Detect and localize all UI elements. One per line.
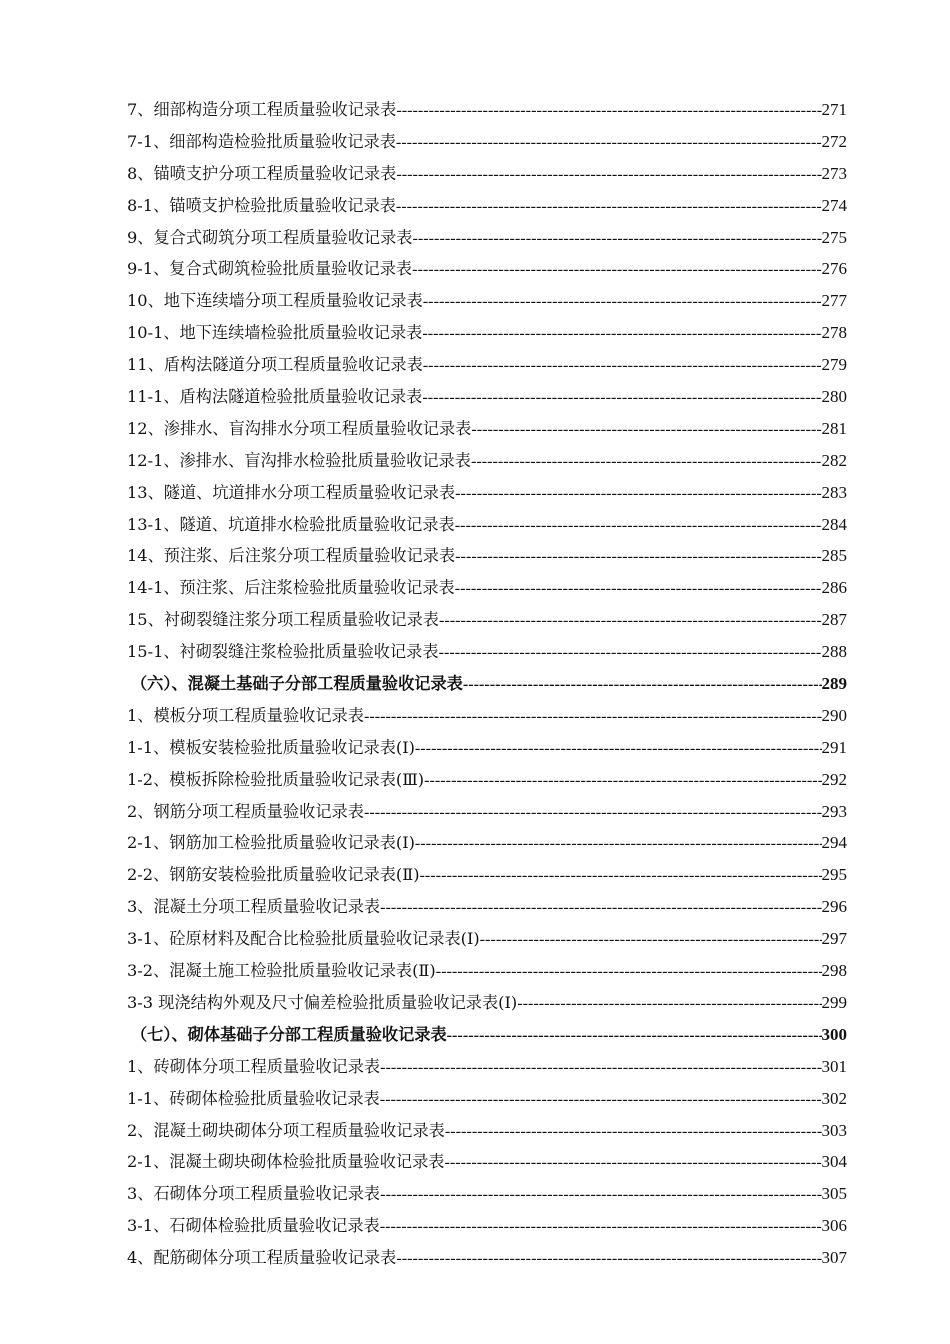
table-of-contents <box>127 94 847 1274</box>
toc-entry[interactable] <box>127 1178 847 1210</box>
toc-dot-leader <box>380 1179 821 1210</box>
toc-dot-leader <box>380 1084 822 1115</box>
toc-dot-leader <box>396 95 821 126</box>
toc-dot-leader <box>396 1243 821 1274</box>
toc-dot-leader <box>415 733 822 764</box>
toc-entry-title: 14-1、预注浆、后注浆检验批质量验收记录表 <box>127 578 455 598</box>
toc-dot-leader <box>415 828 822 859</box>
toc-page-number: 305 <box>821 1184 847 1204</box>
toc-entry[interactable] <box>127 1115 847 1147</box>
toc-entry[interactable] <box>127 891 847 923</box>
toc-entry-title: 10-1、地下连续墙检验批质量验收记录表 <box>127 323 423 343</box>
toc-entry[interactable] <box>127 285 847 317</box>
toc-page-number: 274 <box>821 195 847 215</box>
toc-dot-leader <box>445 1116 822 1147</box>
toc-entry[interactable] <box>127 764 847 796</box>
toc-page-number: 292 <box>821 769 847 789</box>
toc-entry-title: 2-2、钢筋安装检验批质量验收记录表(Ⅱ) <box>127 865 420 885</box>
toc-page-number: 287 <box>821 610 847 630</box>
toc-entry-title: 1-2、模板拆除检验批质量验收记录表(Ⅲ) <box>127 769 425 789</box>
toc-entry-title: 3、混凝土分项工程质量验收记录表 <box>127 897 381 917</box>
toc-entry[interactable] <box>127 381 847 413</box>
toc-dot-leader <box>396 191 822 222</box>
toc-page-number: 294 <box>821 833 847 853</box>
toc-entry[interactable] <box>127 827 847 859</box>
toc-dot-leader <box>364 701 822 732</box>
toc-dot-leader <box>396 127 822 158</box>
toc-entry-title: 3-2、混凝土施工检验批质量验收记录表(Ⅱ) <box>127 961 436 981</box>
toc-entry[interactable] <box>127 636 847 668</box>
toc-entry-title: 4、配筋砌体分项工程质量验收记录表 <box>127 1248 397 1268</box>
toc-entry-title: 11、盾构法隧道分项工程质量验收记录表 <box>127 355 423 375</box>
toc-entry-title: （七）、砌体基础子分部工程质量验收记录表 <box>131 1024 447 1044</box>
toc-entry-title: 1-1、砖砌体检验批质量验收记录表 <box>127 1088 380 1108</box>
toc-dot-leader <box>364 797 822 828</box>
toc-page-number: 271 <box>821 100 847 119</box>
toc-entry[interactable] <box>127 1242 847 1274</box>
toc-dot-leader <box>447 1020 822 1051</box>
toc-entry[interactable] <box>127 987 847 1019</box>
toc-section-heading[interactable] <box>127 1019 847 1051</box>
toc-page-number: 282 <box>821 450 847 470</box>
toc-entry-title: 15-1、衬砌裂缝注浆检验批质量验收记录表 <box>127 642 439 662</box>
toc-page-number: 273 <box>821 163 847 183</box>
toc-entry[interactable] <box>127 1083 847 1115</box>
toc-section-heading[interactable] <box>127 668 847 700</box>
toc-page-number: 303 <box>821 1120 847 1140</box>
toc-page-number: 293 <box>821 801 847 821</box>
toc-entry-title: 9-1、复合式砌筑检验批质量验收记录表 <box>127 259 413 279</box>
toc-dot-leader <box>423 350 822 381</box>
toc-entry-title: 10、地下连续墙分项工程质量验收记录表 <box>127 291 423 311</box>
toc-entry-title: 12、渗排水、盲沟排水分项工程质量验收记录表 <box>127 418 472 438</box>
toc-dot-leader <box>396 159 821 190</box>
toc-page-number: 277 <box>821 291 847 311</box>
toc-page-number: 291 <box>821 737 847 757</box>
toc-page-number: 279 <box>821 355 847 375</box>
toc-entry-title: 2-1、钢筋加工检验批质量验收记录表(Ⅰ) <box>127 833 415 853</box>
toc-entry[interactable] <box>127 732 847 764</box>
toc-entry[interactable] <box>127 413 847 445</box>
toc-dot-leader <box>413 223 822 254</box>
toc-dot-leader <box>422 382 821 413</box>
toc-entry-title: 8、锚喷支护分项工程质量验收记录表 <box>127 163 397 183</box>
toc-entry[interactable] <box>127 540 847 572</box>
toc-entry-title: 13、隧道、坑道排水分项工程质量验收记录表 <box>127 482 456 502</box>
toc-page-number: 304 <box>821 1152 847 1172</box>
toc-page-number: 290 <box>821 705 847 725</box>
toc-entry[interactable] <box>127 349 847 381</box>
toc-entry[interactable] <box>127 1146 847 1178</box>
toc-entry[interactable] <box>127 317 847 349</box>
toc-entry-title: 9、复合式砌筑分项工程质量验收记录表 <box>127 227 413 247</box>
toc-dot-leader <box>471 414 821 445</box>
toc-page-number: 289 <box>821 674 847 694</box>
toc-page-number: 302 <box>821 1088 847 1108</box>
toc-entry[interactable] <box>127 158 847 190</box>
toc-entry-title: 3-1、砼原材料及配合比检验批质量验收记录表(Ⅰ) <box>127 929 480 949</box>
toc-dot-leader <box>424 765 821 796</box>
toc-page-number: 288 <box>821 642 847 662</box>
toc-entry-title: 14、预注浆、后注浆分项工程质量验收记录表 <box>127 546 456 566</box>
toc-entry-title: 8-1、锚喷支护检验批质量验收记录表 <box>127 195 396 215</box>
toc-dot-leader <box>423 286 822 317</box>
toc-page-number: 284 <box>821 514 847 534</box>
toc-page-number: 301 <box>821 1056 847 1076</box>
toc-dot-leader <box>480 924 822 955</box>
toc-dot-leader <box>439 637 822 668</box>
toc-entry[interactable] <box>127 509 847 541</box>
toc-dot-leader <box>455 541 821 572</box>
toc-dot-leader <box>471 446 822 477</box>
toc-entry-title: 2、混凝土砌块砌体分项工程质量验收记录表 <box>127 1120 445 1140</box>
toc-entry[interactable] <box>127 222 847 254</box>
toc-page-number: 298 <box>821 961 847 981</box>
toc-entry-title: 1、模板分项工程质量验收记录表 <box>127 705 364 725</box>
toc-dot-leader <box>380 1052 821 1083</box>
toc-dot-leader <box>455 573 822 604</box>
toc-entry-title: 1-1、模板安装检验批质量验收记录表(Ⅰ) <box>127 737 415 757</box>
toc-page-number: 307 <box>821 1248 847 1268</box>
toc-dot-leader <box>420 860 822 891</box>
toc-entry[interactable] <box>127 796 847 828</box>
toc-entry-title: 13-1、隧道、坑道排水检验批质量验收记录表 <box>127 514 455 534</box>
toc-page-number: 283 <box>821 482 847 502</box>
toc-entry-title: 12-1、渗排水、盲沟排水检验批质量验收记录表 <box>127 450 471 470</box>
toc-page-number: 299 <box>821 992 847 1012</box>
toc-entry[interactable] <box>127 477 847 509</box>
toc-entry-title: 2、钢筋分项工程质量验收记录表 <box>127 801 364 821</box>
toc-entry-title: 3、石砌体分项工程质量验收记录表 <box>127 1184 381 1204</box>
toc-entry-title: 3-1、石砌体检验批质量验收记录表 <box>127 1216 380 1236</box>
toc-entry[interactable] <box>127 1051 847 1083</box>
toc-entry[interactable] <box>127 253 847 285</box>
toc-entry[interactable] <box>127 94 847 126</box>
toc-entry[interactable] <box>127 859 847 891</box>
toc-entry[interactable] <box>127 700 847 732</box>
toc-entry[interactable] <box>127 190 847 222</box>
toc-dot-leader <box>422 318 821 349</box>
toc-page-number: 276 <box>821 259 847 279</box>
toc-dot-leader <box>439 605 822 636</box>
toc-page-number: 296 <box>821 897 847 917</box>
toc-entry-title: 7、细部构造分项工程质量验收记录表 <box>127 100 397 119</box>
toc-page-number: 280 <box>821 387 847 407</box>
toc-page-number: 286 <box>821 578 847 598</box>
toc-entry-title: 11-1、盾构法隧道检验批质量验收记录表 <box>127 387 423 407</box>
toc-entry-title: 7-1、细部构造检验批质量验收记录表 <box>127 131 396 151</box>
toc-page-number: 300 <box>821 1024 847 1044</box>
toc-dot-leader <box>455 510 822 541</box>
toc-entry[interactable] <box>127 126 847 158</box>
toc-dot-leader <box>412 254 821 285</box>
toc-page-number: 306 <box>821 1216 847 1236</box>
toc-page-number: 295 <box>821 865 847 885</box>
toc-page-number: 278 <box>821 323 847 343</box>
toc-dot-leader <box>444 1147 821 1178</box>
toc-entry[interactable] <box>127 923 847 955</box>
toc-entry[interactable] <box>127 445 847 477</box>
toc-dot-leader <box>436 956 822 987</box>
toc-entry[interactable] <box>127 1210 847 1242</box>
toc-entry[interactable] <box>127 604 847 636</box>
toc-page-number: 281 <box>821 418 847 438</box>
toc-page-number: 272 <box>821 131 847 151</box>
toc-dot-leader <box>517 988 821 1019</box>
toc-dot-leader <box>455 478 821 509</box>
toc-dot-leader <box>380 892 821 923</box>
toc-entry[interactable] <box>127 572 847 604</box>
toc-entry-title: （六）、混凝土基础子分部工程质量验收记录表 <box>131 674 463 694</box>
toc-entry-title: 15、衬砌裂缝注浆分项工程质量验收记录表 <box>127 610 439 630</box>
toc-dot-leader <box>380 1211 822 1242</box>
toc-dot-leader <box>463 669 822 700</box>
toc-entry-title: 3-3 现浇结构外观及尺寸偏差检验批质量验收记录表(Ⅰ) <box>127 992 518 1012</box>
toc-page-number: 285 <box>821 546 847 566</box>
toc-entry-title: 1、砖砌体分项工程质量验收记录表 <box>127 1056 381 1076</box>
toc-page-number: 297 <box>821 929 847 949</box>
toc-entry[interactable] <box>127 955 847 987</box>
toc-page-number: 275 <box>821 227 847 247</box>
toc-entry-title: 2-1、混凝土砌块砌体检验批质量验收记录表 <box>127 1152 445 1172</box>
